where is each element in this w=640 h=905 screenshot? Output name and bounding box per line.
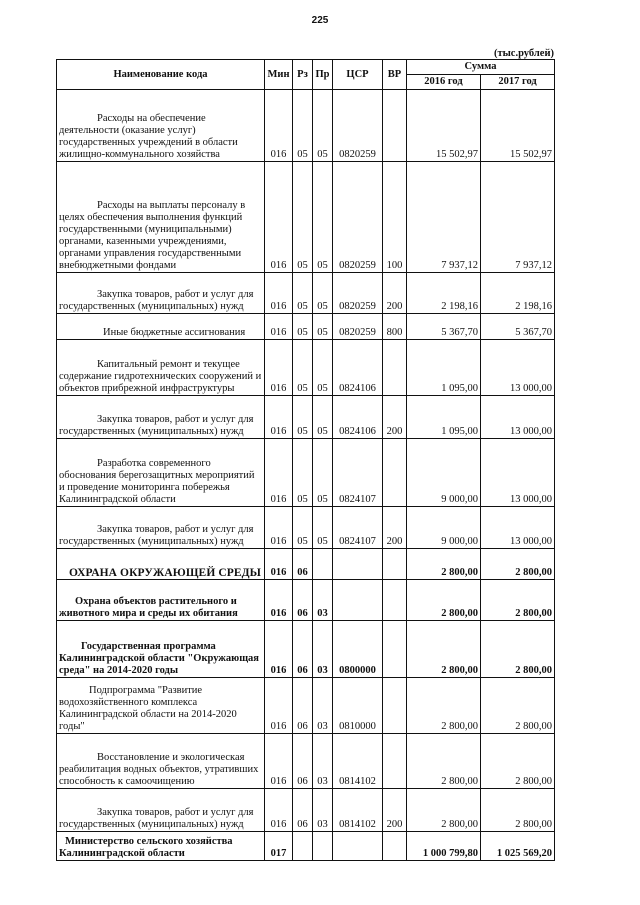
row-name: Расходы на обеспечение деятельности (оказание услуг) государственных учреждений в области жилищно-коммунального хозяйства	[57, 90, 265, 162]
row-2016: 9 000,00	[407, 439, 481, 507]
row-rz: 05	[293, 507, 313, 549]
row-csr: 0824106	[333, 340, 383, 396]
page-number: 225	[311, 15, 329, 26]
row-min: 016	[265, 580, 293, 621]
row-name: Подпрограмма "Развитие водохозяйственного комплекса Калининградской области на 2014-2020 годы"	[57, 678, 265, 734]
row-pr: 05	[313, 507, 333, 549]
row-2017: 7 937,12	[481, 162, 555, 273]
header-pr: Пр	[313, 60, 333, 90]
row-2017: 2 198,16	[481, 273, 555, 314]
row-name: Министерство сельского хозяйства Калининградской области	[57, 832, 265, 861]
row-2017: 2 800,00	[481, 789, 555, 832]
row-min: 016	[265, 734, 293, 789]
row-2016: 5 367,70	[407, 314, 481, 340]
row-2017: 13 000,00	[481, 396, 555, 439]
row-vr: 200	[383, 507, 407, 549]
table-row	[57, 580, 555, 621]
row-name: ОХРАНА ОКРУЖАЮЩЕЙ СРЕДЫ	[57, 549, 265, 580]
table-row	[57, 314, 555, 340]
table-row	[57, 507, 555, 549]
row-csr: 0820259	[333, 273, 383, 314]
row-name: Иные бюджетные ассигнования	[57, 314, 265, 340]
row-2016: 2 198,16	[407, 273, 481, 314]
row-csr: 0810000	[333, 678, 383, 734]
row-rz: 05	[293, 90, 313, 162]
row-vr	[383, 340, 407, 396]
row-2017: 2 800,00	[481, 580, 555, 621]
row-name: Разработка современного обоснования берегозащитных мероприятий и проведение мониторинга побережья Калининградской области	[57, 439, 265, 507]
header-name: Наименование кода	[57, 60, 265, 90]
row-pr: 03	[313, 789, 333, 832]
table-row	[57, 832, 555, 861]
row-pr: 05	[313, 273, 333, 314]
row-2016: 7 937,12	[407, 162, 481, 273]
row-name: Закупка товаров, работ и услуг для государственных (муниципальных) нужд	[57, 273, 265, 314]
row-2017: 15 502,97	[481, 90, 555, 162]
row-2017: 13 000,00	[481, 507, 555, 549]
row-2016: 2 800,00	[407, 621, 481, 678]
row-rz: 06	[293, 580, 313, 621]
row-vr	[383, 734, 407, 789]
table-row	[57, 621, 555, 678]
row-vr	[383, 90, 407, 162]
row-csr: 0820259	[333, 162, 383, 273]
header-min: Мин	[265, 60, 293, 90]
header-sum: Сумма	[407, 60, 555, 75]
table-row	[57, 340, 555, 396]
row-csr	[333, 549, 383, 580]
row-2016: 2 800,00	[407, 549, 481, 580]
row-pr: 03	[313, 734, 333, 789]
row-rz: 05	[293, 439, 313, 507]
row-pr: 05	[313, 439, 333, 507]
row-2017: 13 000,00	[481, 340, 555, 396]
row-vr: 200	[383, 273, 407, 314]
row-2016: 1 095,00	[407, 396, 481, 439]
table-row	[57, 678, 555, 734]
table-row	[57, 549, 555, 580]
row-csr: 0800000	[333, 621, 383, 678]
row-csr	[333, 832, 383, 861]
table-row	[57, 396, 555, 439]
row-csr: 0824107	[333, 507, 383, 549]
row-2017: 2 800,00	[481, 621, 555, 678]
row-pr: 05	[313, 162, 333, 273]
row-csr: 0824107	[333, 439, 383, 507]
row-2017: 1 025 569,20	[481, 832, 555, 861]
row-vr	[383, 832, 407, 861]
row-name: Охрана объектов растительного и животного мира и среды их обитания	[57, 580, 265, 621]
row-min: 016	[265, 507, 293, 549]
row-2017: 2 800,00	[481, 678, 555, 734]
row-2017: 5 367,70	[481, 314, 555, 340]
row-rz: 06	[293, 789, 313, 832]
row-min: 016	[265, 439, 293, 507]
row-rz: 05	[293, 273, 313, 314]
row-min: 016	[265, 90, 293, 162]
row-2016: 2 800,00	[407, 789, 481, 832]
row-min: 016	[265, 273, 293, 314]
table-row	[57, 789, 555, 832]
row-csr: 0820259	[333, 90, 383, 162]
row-min: 016	[265, 621, 293, 678]
row-vr: 200	[383, 789, 407, 832]
row-csr: 0820259	[333, 314, 383, 340]
row-rz: 05	[293, 162, 313, 273]
row-2016: 1 000 799,80	[407, 832, 481, 861]
row-pr: 03	[313, 678, 333, 734]
row-min: 016	[265, 549, 293, 580]
row-min: 016	[265, 340, 293, 396]
row-csr: 0814102	[333, 789, 383, 832]
header-vr: ВР	[383, 60, 407, 90]
budget-table	[56, 59, 555, 861]
table-row	[57, 734, 555, 789]
row-vr: 200	[383, 396, 407, 439]
row-vr	[383, 580, 407, 621]
row-pr: 05	[313, 90, 333, 162]
row-csr: 0814102	[333, 734, 383, 789]
row-rz: 06	[293, 549, 313, 580]
row-2016: 2 800,00	[407, 678, 481, 734]
row-pr: 05	[313, 314, 333, 340]
table-row	[57, 273, 555, 314]
row-vr	[383, 621, 407, 678]
row-vr	[383, 549, 407, 580]
row-rz: 05	[293, 396, 313, 439]
row-name: Закупка товаров, работ и услуг для государственных (муниципальных) нужд	[57, 507, 265, 549]
row-min: 017	[265, 832, 293, 861]
row-rz: 06	[293, 678, 313, 734]
row-rz: 06	[293, 734, 313, 789]
units-label: (тыс.рублей)	[493, 48, 554, 59]
row-2016: 1 095,00	[407, 340, 481, 396]
row-vr	[383, 439, 407, 507]
header-2016: 2016 год	[407, 75, 481, 90]
row-min: 016	[265, 678, 293, 734]
row-name: Восстановление и экологическая реабилитация водных объектов, утративших способность к самоочищению	[57, 734, 265, 789]
row-pr: 05	[313, 396, 333, 439]
row-min: 016	[265, 162, 293, 273]
row-2016: 2 800,00	[407, 580, 481, 621]
row-pr: 03	[313, 580, 333, 621]
header-rz: Рз	[293, 60, 313, 90]
row-2016: 15 502,97	[407, 90, 481, 162]
row-2017: 13 000,00	[481, 439, 555, 507]
row-min: 016	[265, 314, 293, 340]
row-rz	[293, 832, 313, 861]
row-name: Государственная программа Калининградской области "Окружающая среда" на 2014-2020 годы	[57, 621, 265, 678]
row-2017: 2 800,00	[481, 734, 555, 789]
row-2017: 2 800,00	[481, 549, 555, 580]
row-name: Расходы на выплаты персоналу в целях обеспечения выполнения функций государственными (муниципальными) органами, казенными учреждениями, органами управления государственными внебюджетными фондами	[57, 162, 265, 273]
header-csr: ЦСР	[333, 60, 383, 90]
row-2016: 2 800,00	[407, 734, 481, 789]
row-vr: 100	[383, 162, 407, 273]
table-row	[57, 439, 555, 507]
row-vr: 800	[383, 314, 407, 340]
row-pr: 03	[313, 621, 333, 678]
row-pr	[313, 832, 333, 861]
row-pr	[313, 549, 333, 580]
row-min: 016	[265, 789, 293, 832]
row-2016: 9 000,00	[407, 507, 481, 549]
row-rz: 05	[293, 314, 313, 340]
row-csr	[333, 580, 383, 621]
row-name: Закупка товаров, работ и услуг для государственных (муниципальных) нужд	[57, 789, 265, 832]
row-rz: 05	[293, 340, 313, 396]
row-rz: 06	[293, 621, 313, 678]
table-row	[57, 162, 555, 273]
row-min: 016	[265, 396, 293, 439]
row-name: Закупка товаров, работ и услуг для государственных (муниципальных) нужд	[57, 396, 265, 439]
row-pr: 05	[313, 340, 333, 396]
row-csr: 0824106	[333, 396, 383, 439]
row-vr	[383, 678, 407, 734]
header-2017: 2017 год	[481, 75, 555, 90]
table-row	[57, 90, 555, 162]
row-name: Капитальный ремонт и текущее содержание гидротехнических сооружений и объектов прибрежной инфраструктуры	[57, 340, 265, 396]
